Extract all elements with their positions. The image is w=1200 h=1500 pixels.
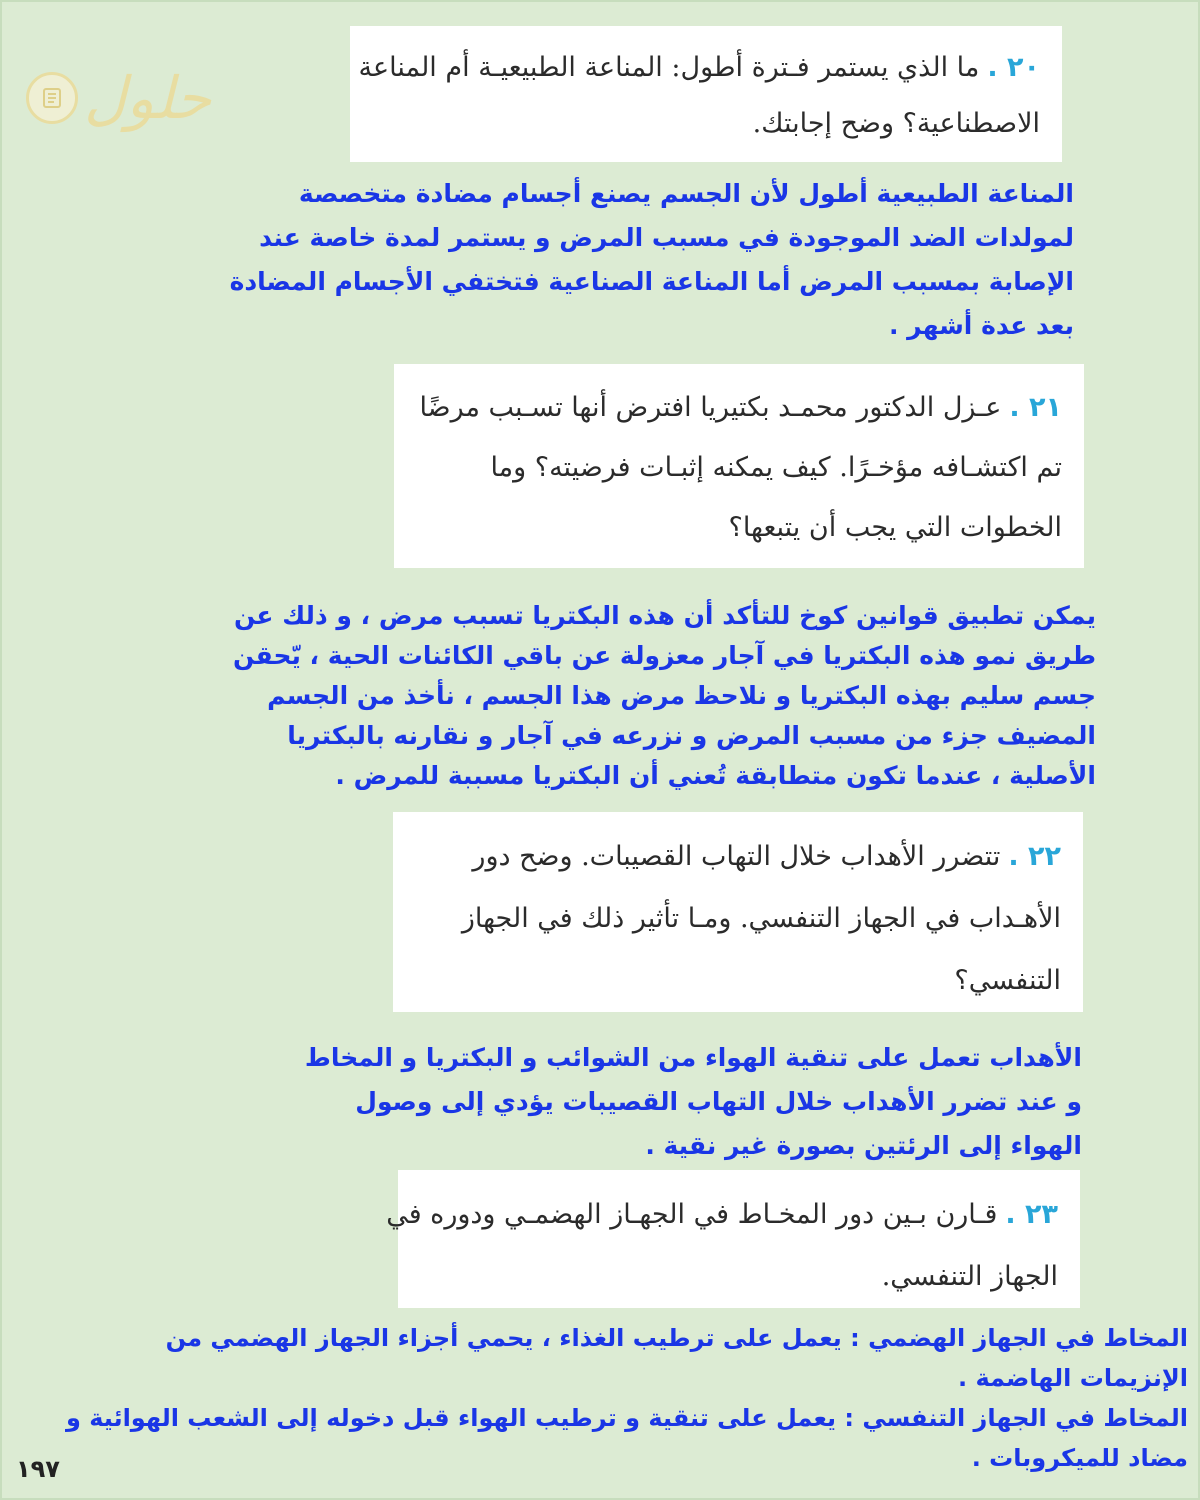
question-number: ٢١ . xyxy=(1009,392,1062,423)
watermark-logo xyxy=(26,64,211,132)
question-line: التنفسي؟ xyxy=(954,965,1061,996)
answer-line: مضاد للميكروبات . xyxy=(971,1444,1188,1472)
answer-22 xyxy=(300,1036,1082,1168)
page-number: ١٩٧ xyxy=(16,1455,60,1483)
answer-line: المخاط في الجهاز التنفسي : يعمل على تنقية و ترطيب الهواء قبل دخوله إلى الشعب الهوائية و xyxy=(65,1404,1188,1432)
book-icon xyxy=(26,72,78,124)
answer-line: الأصلية ، عندما تكون متطابقة تُعني أن البكتريا مسببة للمرض . xyxy=(335,761,1096,790)
answer-line: طريق نمو هذه البكتريا في آجار معزولة عن باقي الكائنات الحية ، يّحقن xyxy=(232,641,1096,670)
watermark-text: حلول xyxy=(84,64,212,132)
question-23 xyxy=(386,1170,1080,1308)
question-line: الأهـداب في الجهاز التنفسي. ومـا تأثير ذلك في الجهاز xyxy=(461,903,1061,934)
answer-line: يمكن تطبيق قوانين كوخ للتأكد أن هذه البكتريا تسبب مرض ، و ذلك عن xyxy=(233,601,1096,630)
question-22 xyxy=(393,812,1083,1012)
question-line: تم اكتشـافه مؤخـرًا. كيف يمكنه إثبـات فرضيته؟ وما xyxy=(490,452,1062,483)
answer-line: المضيف جزء من مسبب المرض و نزرعه في آجار و نقارنه بالبكتريا xyxy=(287,721,1096,750)
question-line: ٢١ .عـزل الدكتور محمـد بكتيريا افترض أنها تسـبب مرضًا xyxy=(419,392,1062,423)
question-line: ٢٣ .قـارن بـين دور المخـاط في الجهـاز الهضمـي ودوره في xyxy=(386,1199,1058,1230)
question-number: ٢٢ . xyxy=(1008,841,1061,872)
question-line: الجهاز التنفسي. xyxy=(881,1261,1058,1292)
answer-line: المخاط في الجهاز الهضمي : يعمل على ترطيب الغذاء ، يحمي أجزاء الجهاز الهضمي من xyxy=(165,1324,1188,1352)
answer-line: بعد عدة أشهر . xyxy=(888,311,1074,340)
answer-line: و عند تضرر الأهداب خلال التهاب القصيبات يؤدي إلى وصول xyxy=(355,1087,1082,1116)
question-line: الاصطناعية؟ وضح إجابتك. xyxy=(752,108,1040,139)
answer-23 xyxy=(60,1318,1188,1478)
question-line: ٢٠ .ما الذي يستمر فـترة أطول: المناعة الطبيعيـة أم المناعة xyxy=(358,52,1040,83)
answer-line: الإصابة بمسبب المرض أما المناعة الصناعية فتختفي الأجسام المضادة xyxy=(229,267,1074,296)
answer-line: الهواء إلى الرئتين بصورة غير نقية . xyxy=(645,1131,1082,1160)
question-number: ٢٠ . xyxy=(987,52,1040,83)
answer-line: الأهداب تعمل على تنقية الهواء من الشوائب و البكتريا و المخاط xyxy=(304,1043,1082,1072)
question-line: الخطوات التي يجب أن يتبعها؟ xyxy=(728,512,1062,543)
answer-line: جسم سليم بهذه البكتريا و نلاحظ مرض هذا الجسم ، نأخذ من الجسم xyxy=(267,681,1096,710)
answer-line: لمولدات الضد الموجودة في مسبب المرض و يستمر لمدة خاصة عند xyxy=(259,223,1074,252)
answer-line: الإنزيمات الهاضمة . xyxy=(957,1364,1188,1392)
question-line: ٢٢ .تتضرر الأهداب خلال التهاب القصيبات. وضح دور xyxy=(472,841,1061,872)
question-20 xyxy=(350,26,1062,162)
answer-21 xyxy=(230,596,1096,796)
answer-line: المناعة الطبيعية أطول لأن الجسم يصنع أجسام مضادة متخصصة xyxy=(298,179,1074,208)
question-21 xyxy=(394,364,1084,568)
answer-20 xyxy=(229,172,1074,348)
question-number: ٢٣ . xyxy=(1005,1199,1058,1230)
